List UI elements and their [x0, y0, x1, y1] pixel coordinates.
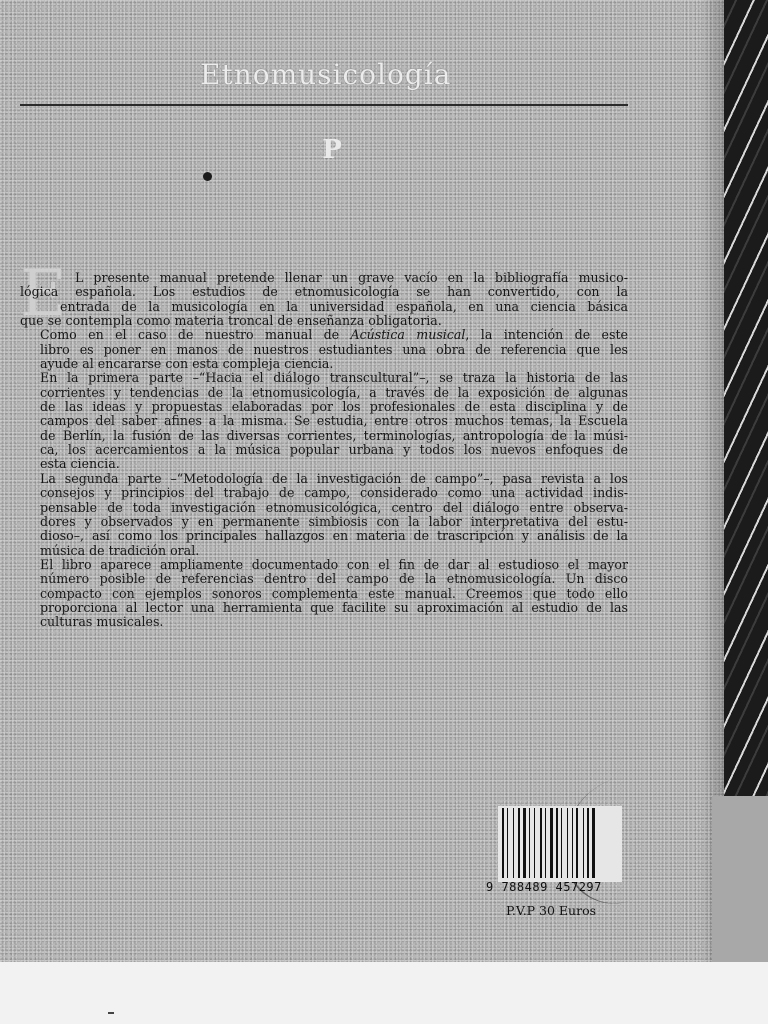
- paragraph-intro: [20, 271, 628, 328]
- text-line: culturas musicales.: [40, 614, 164, 630]
- barcode-bar: [592, 808, 595, 878]
- barcode-bar: [523, 808, 526, 878]
- barcode-bar: [529, 808, 530, 878]
- barcode: [498, 806, 622, 882]
- barcode-bar: [583, 808, 584, 878]
- barcode-bar: [534, 808, 535, 878]
- text-line: número posible de referencias dentro del campo de la etnomusicología. Un disco: [40, 571, 628, 587]
- barcode-bar: [540, 808, 542, 878]
- text-line: consejos y principios del trabajo de campo, considerado como una actividad indis-: [40, 485, 628, 501]
- paragraph-first-part: [20, 371, 628, 471]
- ink-blot: [203, 172, 212, 181]
- paragraph-acustica: [20, 328, 628, 371]
- barcode-bar: [576, 808, 578, 878]
- text-line: entrada de la musicología en la universidad española, en una ciencia básica: [60, 298, 628, 314]
- barcode-bar: [550, 808, 553, 878]
- text-line: En la primera parte –“Hacia el diálogo transcultural”–, se traza la historia de las: [40, 370, 628, 386]
- text-line: esta ciencia.: [40, 456, 120, 472]
- drop-cap: E: [20, 257, 67, 331]
- book-spine-lower: [712, 796, 768, 962]
- text-line: L presente manual pretende llenar un grave vacío en la bibliografía musico-: [75, 270, 628, 285]
- barcode-bar: [513, 808, 514, 878]
- text-line: proporciona al lector una herramienta que facilite su aproximación al estudio de las: [40, 599, 628, 615]
- text-line: lógica española. Los estudios de etnomusicología se han convertido, con la: [20, 284, 628, 300]
- text-line: libro es poner en manos de nuestros estudiantes una obra de referencia que les: [40, 341, 628, 357]
- cover-title: Etnomusicología: [200, 58, 452, 91]
- text-line: que se contempla como materia troncal de enseñanza obligatoria.: [20, 313, 442, 329]
- barcode-bar: [556, 808, 558, 878]
- barcode-bar: [572, 808, 573, 878]
- barcode-bar: [545, 808, 546, 878]
- book-spine-strip: [724, 0, 768, 796]
- text-fragment: Como en el caso de nuestro manual de: [40, 327, 351, 343]
- text-line: música de tradición oral.: [40, 542, 200, 558]
- book-title-reference: Acústica musical: [350, 327, 466, 343]
- text-line: dioso–, así como los principales hallazgos en materia de trascripción y análisis de la: [40, 528, 628, 544]
- barcode-bar: [567, 808, 568, 878]
- paragraph-documentation: [20, 558, 628, 630]
- barcode-bar: [561, 808, 562, 878]
- paragraph-second-part: [20, 472, 628, 558]
- text-line: dores y observados y en permanente simbiosis con la labor interpretativa del estu-: [40, 513, 628, 529]
- text-line: [20, 328, 628, 342]
- text-line: ca, los acercamientos a la música popular urbana y todos los nuevos enfoques de: [40, 442, 628, 458]
- barcode-bar: [507, 808, 508, 878]
- text-line: compacto con ejemplos sonoros complementa este manual. Creemos que todo ello: [40, 585, 628, 601]
- barcode-bar: [502, 808, 504, 878]
- text-line: de Berlín, la fusión de las diversas corrientes, terminologías, antropología de la músi-: [40, 427, 628, 443]
- text-line: La segunda parte –“Metodología de la investigación de campo”–, pasa revista a los: [40, 470, 628, 486]
- text-line: El libro aparece ampliamente documentado con el fin de dar al estudioso el mayor: [40, 556, 628, 572]
- barcode-bar: [587, 808, 589, 878]
- barcode-bar: [518, 808, 520, 878]
- price-label: P.V.P 30 Euros: [506, 903, 597, 918]
- text-line: ayude al encararse con esta compleja ciencia.: [40, 356, 334, 372]
- title-rule: [20, 104, 628, 106]
- text-line: campos del saber afines a la misma. Se estudia, entre otros muchos temas, la Escuela: [40, 413, 628, 429]
- text-line: corrientes y tendencias de la etnomusicología, a través de la exposición de algunas: [40, 384, 628, 400]
- text-line: pensable de toda investigación etnomusicológica, centro del diálogo entre observa-: [40, 499, 628, 515]
- scan-speck: [108, 1012, 114, 1014]
- text-line: de las ideas y propuestas elaboradas por los profesionales de esta disciplina y de: [40, 399, 628, 415]
- scan-bottom-margin: [0, 962, 768, 1024]
- publisher-logo: P: [322, 135, 342, 165]
- isbn-digits: 9 788489 457297: [486, 880, 602, 894]
- text-fragment: , la intención de este: [465, 327, 628, 343]
- description-text: [20, 271, 628, 630]
